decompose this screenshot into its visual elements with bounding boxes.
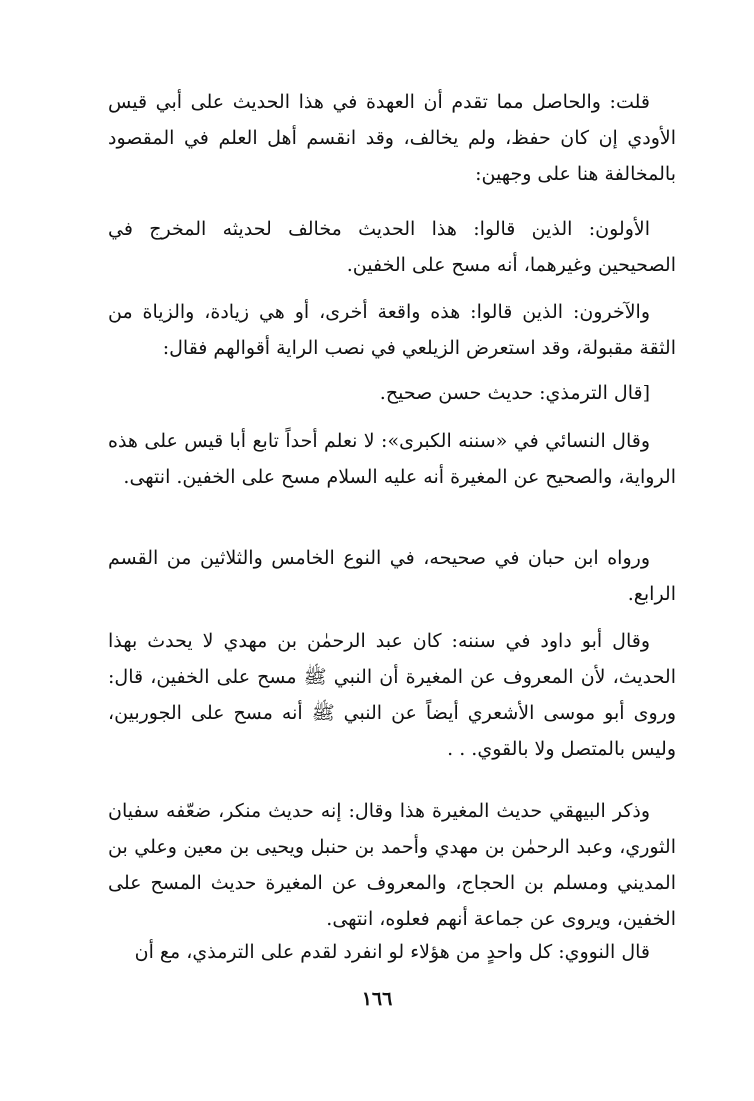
paragraph-abu-dawud: وقال أبو داود في سننه: كان عبد الرحمٰن بن مهدي لا يحدث بهذا الحديث، لأن المعروف عن المغيرة أن النبي ﷺ مسح على الخفين، قال: وروى أبو موسى الأشعري أيضاً عن النبي ﷺ أنه مسح على الجوربين، وليس بالمتصل ولا بالقوي. . . — [108, 630, 676, 760]
paragraph-tirmidhi: [قال الترمذي: حديث حسن صحيح. — [379, 382, 650, 404]
paragraph-first-view: الأولون: الذين قالوا: هذا الحديث مخالف لحديثه المخرج في الصحيحين وغيرهما، أنه مسح على الخفين. — [108, 218, 676, 276]
paragraph-second-view: والآخرون: الذين قالوا: هذه واقعة أخرى، أو هي زيادة، والزياة من الثقة مقبولة، وقد استعرض الزيلعي في نصب الراية أقوالهم فقال: — [108, 301, 676, 359]
paragraph-nawawi: قال النووي: كل واحدٍ من هؤلاء لو انفرد لقدم على الترمذي، مع أن — [134, 941, 650, 963]
paragraph-ibn-hibban: ورواه ابن حبان في صحيحه، في النوع الخامس والثلاثين من القسم الرابع. — [108, 547, 676, 605]
page-number: ١٦٦ — [361, 988, 393, 1010]
paragraph-bayhaqi: وذكر البيهقي حديث المغيرة هذا وقال: إنه حديث منكر، ضعّفه سفيان الثوري، وعبد الرحمٰن بن مهدي وأحمد بن حنبل ويحيى بن معين وعلي بن المديني ومسلم بن الحجاج، والمعروف عن المغيرة حديث المسح على الخفين، ويروى عن جماعة أنهم فعلوه، انتهى. — [108, 800, 676, 930]
paragraph-conclusion: قلت: والحاصل مما تقدم أن العهدة في هذا الحديث على أبي قيس الأودي إن كان حفظ، ولم يخالف، وقد انقسم أهل العلم في المقصود بالمخالفة هنا على وجهين: — [108, 91, 676, 185]
paragraph-nasai: وقال النسائي في «سننه الكبرى»: لا نعلم أحداً تابع أبا قيس على هذه الرواية، والصحيح عن المغيرة أنه عليه السلام مسح على الخفين. انتهى. — [108, 430, 676, 488]
